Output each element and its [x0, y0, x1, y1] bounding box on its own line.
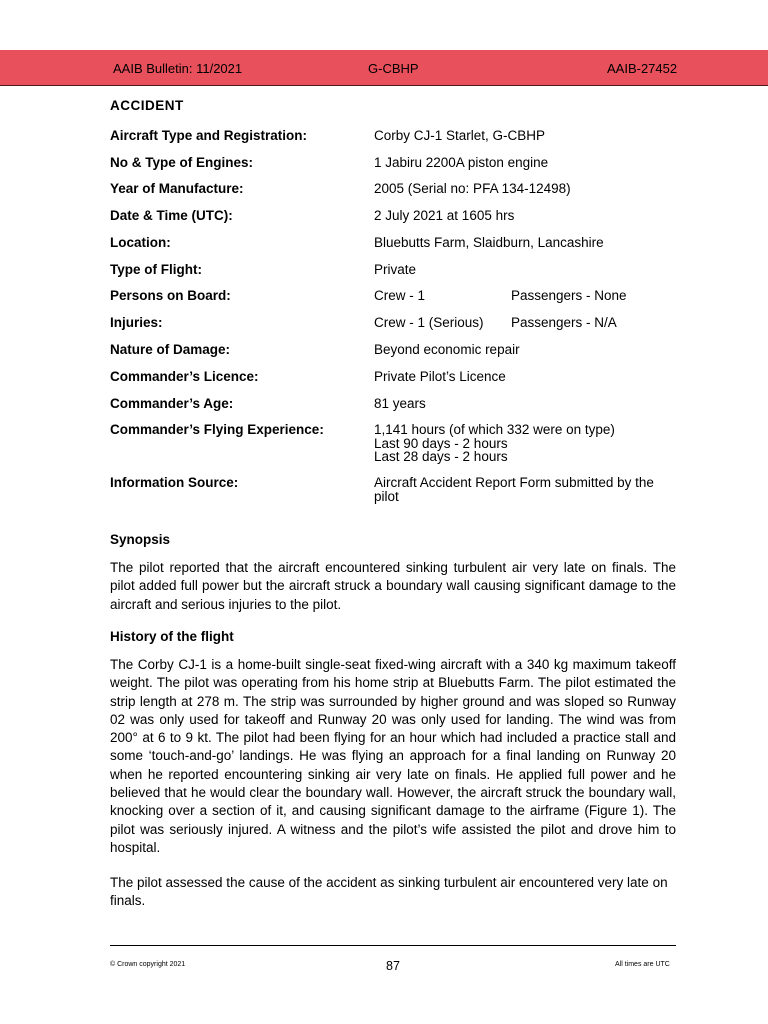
fact-value-line: pilot: [374, 488, 399, 504]
fact-value: Crew - 1 (Serious): [374, 315, 484, 330]
footer-divider: [110, 945, 676, 946]
fact-value-secondary: Passengers - None: [511, 288, 627, 303]
aircraft-registration: G-CBHP: [368, 61, 419, 76]
fact-value-multiline: [374, 476, 680, 503]
fact-value: Bluebutts Farm, Slaidburn, Lancashire: [374, 235, 604, 250]
fact-label: Information Source:: [110, 475, 239, 490]
time-zone-note: All times are UTC: [615, 961, 670, 968]
fact-label: Location:: [110, 235, 171, 250]
page-number: 87: [386, 959, 400, 973]
fact-label: Commander’s Age:: [110, 396, 234, 411]
fact-label: Nature of Damage:: [110, 342, 231, 357]
synopsis-heading: Synopsis: [110, 532, 171, 547]
copyright-notice: © Crown copyright 2021: [110, 961, 186, 968]
bulletin-number: AAIB Bulletin: 11/2021: [113, 61, 243, 76]
fact-label: Type of Flight:: [110, 262, 202, 277]
fact-label: Date & Time (UTC):: [110, 208, 233, 223]
fact-value: 81 years: [374, 396, 426, 411]
fact-label: Commander’s Licence:: [110, 369, 259, 384]
fact-value-line: Last 28 days - 2 hours: [374, 449, 508, 464]
fact-value: Private Pilot’s Licence: [374, 369, 506, 384]
fact-value: 1 Jabiru 2200A piston engine: [374, 155, 549, 170]
fact-value-secondary: Passengers - N/A: [511, 315, 617, 330]
fact-value-line: Last 90 days - 2 hours: [374, 435, 508, 451]
fact-label: Injuries:: [110, 315, 163, 330]
fact-value-multiline: [374, 423, 680, 464]
fact-value: Corby CJ-1 Starlet, G-CBHP: [374, 128, 546, 143]
fact-label: Persons on Board:: [110, 288, 231, 303]
fact-value: Crew - 1: [374, 288, 426, 303]
fact-label: Commander’s Flying Experience:: [110, 422, 324, 437]
fact-label: No & Type of Engines:: [110, 155, 254, 170]
report-reference: AAIB-27452: [607, 61, 678, 76]
section-title: ACCIDENT: [110, 98, 184, 113]
synopsis-text: The pilot reported that the aircraft encountered sinking turbulent air very late on finals. The pilot added full power but the aircraft struck a boundary wall causing significant damage to the aircraft and serious injuries to the pilot.: [110, 560, 676, 612]
fact-label: Aircraft Type and Registration:: [110, 128, 308, 143]
history-paragraph: The Corby CJ-1 is a home-built single-seat fixed-wing aircraft with a 340 kg maximum takeoff weight. The pilot was operating from his home strip at Bluebutts Farm. The pilot estimated the strip length at 278 m. The strip was surrounded by higher ground and was sloped so Runway 02 was only used for takeoff and Runway 20 was only used for landing. The wind was from 200° at 6 to 9 kt. The pilot had been flying for an hour which had included a practice stall and some ‘touch-and-go’ landings. He was flying an approach for a final landing on Runway 20 when he reported encountering sinking air very late on finals. He applied full power and he believed that he would clear the boundary wall. However, the aircraft struck the boundary wall, knocking over a section of it, and causing significant damage to the airframe (Figure 1). The pilot was seriously injured. A witness and the pilot’s wife assisted the pilot and drove him to hospital.: [110, 657, 676, 855]
fact-value: Beyond economic repair: [374, 342, 520, 357]
fact-value: 2005 (Serial no: PFA 134-12498): [374, 181, 571, 196]
fact-value-line: Aircraft Accident Report Form submitted by the: [374, 475, 654, 490]
fact-value: 2 July 2021 at 1605 hrs: [374, 208, 515, 223]
bulletin-header-bar: [0, 50, 768, 86]
history-heading: History of the flight: [110, 629, 234, 644]
fact-value: Private: [374, 262, 417, 277]
fact-label: Year of Manufacture:: [110, 181, 244, 196]
history-paragraph: The pilot assessed the cause of the accident as sinking turbulent air encountered very late on finals.: [110, 875, 668, 909]
fact-value-line: 1,141 hours (of which 332 were on type): [374, 422, 615, 437]
